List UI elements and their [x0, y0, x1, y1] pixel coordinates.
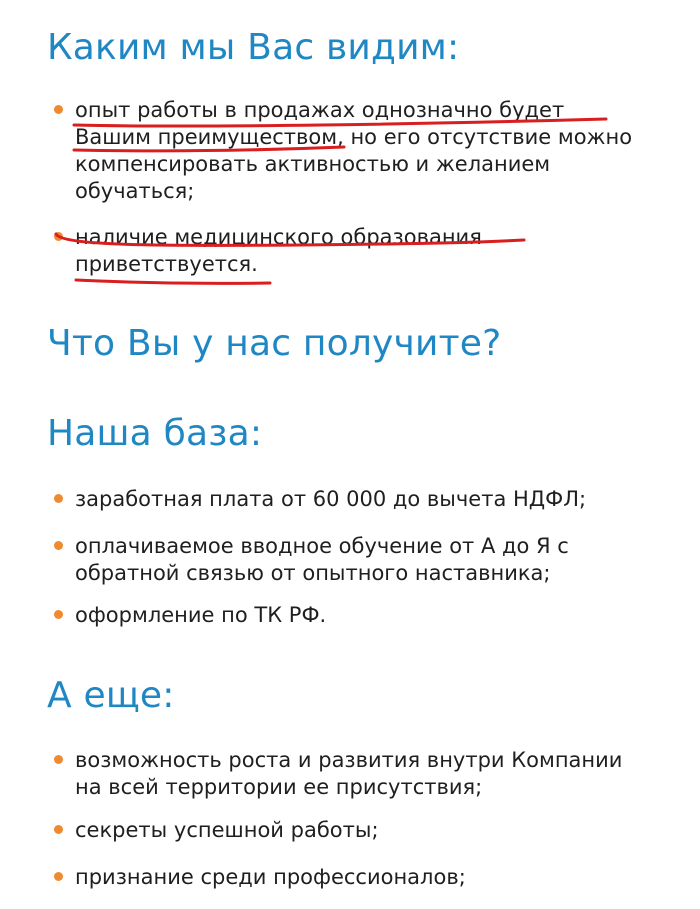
- bullet-icon: [54, 541, 63, 550]
- heading-our-base: Наша база:: [47, 413, 263, 454]
- list-item-line: опыт работы в продажах однозначно будет: [75, 98, 565, 122]
- list-item-line: секреты успешной работы;: [75, 818, 379, 842]
- bullet-icon: [54, 755, 63, 764]
- bullet-icon: [54, 105, 63, 114]
- list-item-line: признание среди профессионалов;: [75, 865, 466, 889]
- heading-how-we-see-you: Каким мы Вас видим:: [47, 27, 460, 68]
- list-item-line: оформление по ТК РФ.: [75, 603, 327, 627]
- list-item-line: на всей территории ее присутствия;: [75, 775, 483, 799]
- bullet-icon: [54, 872, 63, 881]
- underline-stroke-4: [76, 280, 270, 283]
- list-item-line: Вашим преимуществом, но его отсутствие можно: [75, 125, 633, 149]
- heading-what-you-get: Что Вы у нас получите?: [47, 323, 502, 364]
- heading-also: А еще:: [47, 675, 175, 716]
- list-item-line: компенсировать активностью и желанием: [75, 152, 551, 176]
- list-item-line: приветствуется.: [75, 252, 258, 276]
- list-item-line: оплачиваемое вводное обучение от А до Я с: [75, 534, 569, 558]
- bullet-icon: [54, 610, 63, 619]
- list-item-line: наличие медицинского образования: [75, 225, 482, 249]
- bullet-icon: [54, 825, 63, 834]
- list-item-line: заработная плата от 60 000 до вычета НДФЛ;: [75, 487, 587, 511]
- list-item-line: обратной связью от опытного наставника;: [75, 561, 551, 585]
- bullet-icon: [54, 232, 63, 241]
- bullet-icon: [54, 494, 63, 503]
- list-item-line: обучаться;: [75, 179, 195, 203]
- list-item-line: возможность роста и развития внутри Компании: [75, 748, 623, 772]
